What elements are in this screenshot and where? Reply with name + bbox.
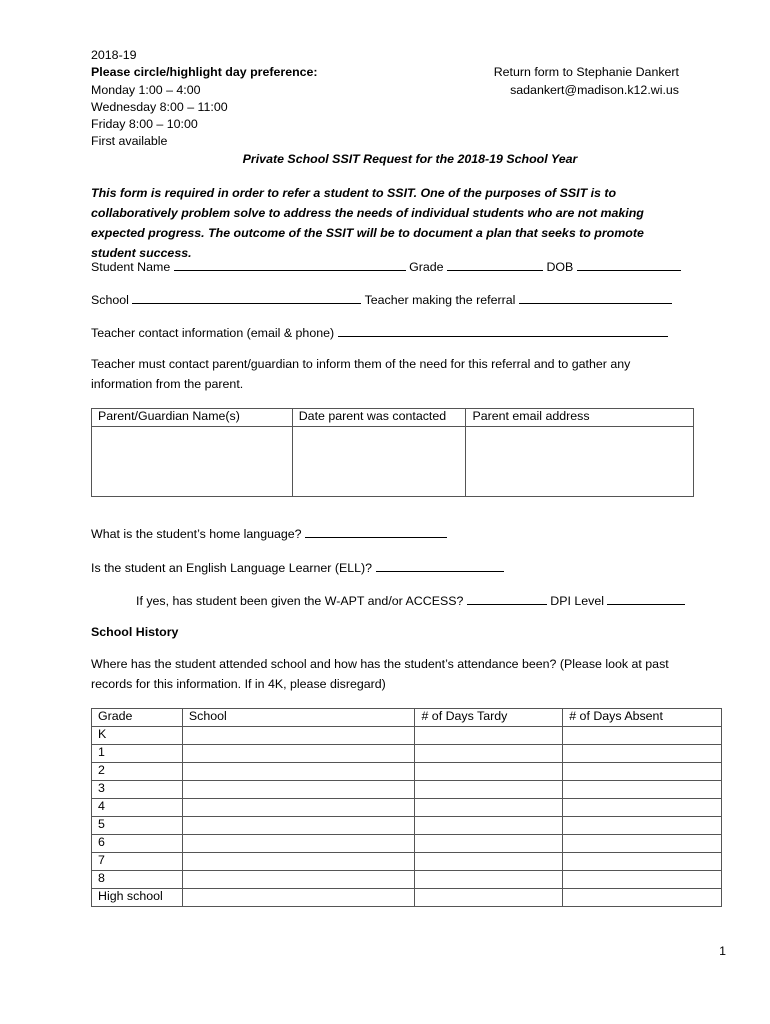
school-cell[interactable] bbox=[182, 799, 415, 817]
school-cell[interactable] bbox=[182, 853, 415, 871]
table-row bbox=[92, 745, 722, 763]
absent-cell[interactable] bbox=[563, 763, 722, 781]
school-header: School bbox=[182, 709, 415, 727]
dob-field[interactable] bbox=[577, 258, 681, 271]
table-row bbox=[92, 727, 722, 745]
absent-cell[interactable] bbox=[563, 781, 722, 799]
parent-name-cell[interactable] bbox=[92, 427, 293, 497]
parent-name-header: Parent/Guardian Name(s) bbox=[92, 409, 293, 427]
ell-row bbox=[91, 559, 504, 576]
page-number: 1 bbox=[719, 944, 726, 958]
days-absent-header: # of Days Absent bbox=[563, 709, 722, 727]
dpi-field[interactable] bbox=[607, 592, 685, 605]
parent-table-row bbox=[92, 427, 694, 497]
school-cell[interactable] bbox=[182, 889, 415, 907]
absent-cell[interactable] bbox=[563, 817, 722, 835]
tardy-cell[interactable] bbox=[415, 889, 563, 907]
tardy-cell[interactable] bbox=[415, 853, 563, 871]
home-language-field[interactable] bbox=[305, 525, 447, 538]
student-name-field[interactable] bbox=[174, 258, 406, 271]
grade-cell: 4 bbox=[92, 799, 183, 817]
wapt-label: If yes, has student been given the W-APT and/or ACCESS? bbox=[136, 594, 464, 608]
day-option-first-available[interactable]: First available bbox=[91, 134, 168, 148]
grade-cell: 8 bbox=[92, 871, 183, 889]
date-contacted-header: Date parent was contacted bbox=[292, 409, 466, 427]
teacher-contact-label: Teacher contact information (email & phone) bbox=[91, 326, 335, 340]
parent-email-header: Parent email address bbox=[466, 409, 694, 427]
table-row bbox=[92, 817, 722, 835]
absent-cell[interactable] bbox=[563, 871, 722, 889]
ell-label: Is the student an English Language Learner (ELL)? bbox=[91, 561, 373, 575]
tardy-cell[interactable] bbox=[415, 745, 563, 763]
absent-cell[interactable] bbox=[563, 889, 722, 907]
grade-label: Grade bbox=[409, 260, 444, 274]
return-to-text: Return form to Stephanie Dankert bbox=[493, 65, 679, 79]
tardy-cell[interactable] bbox=[415, 799, 563, 817]
grade-cell: 5 bbox=[92, 817, 183, 835]
parent-table bbox=[91, 408, 694, 497]
absent-cell[interactable] bbox=[563, 853, 722, 871]
tardy-cell[interactable] bbox=[415, 817, 563, 835]
school-year: 2018-19 bbox=[91, 48, 137, 62]
wapt-field[interactable] bbox=[467, 592, 547, 605]
day-option-monday[interactable]: Monday 1:00 – 4:00 bbox=[91, 83, 201, 97]
tardy-cell[interactable] bbox=[415, 871, 563, 889]
student-name-label: Student Name bbox=[91, 260, 171, 274]
grade-cell: K bbox=[92, 727, 183, 745]
school-label: School bbox=[91, 293, 129, 307]
home-language-row bbox=[91, 525, 447, 542]
grade-cell: High school bbox=[92, 889, 183, 907]
teacher-contact-row bbox=[91, 324, 668, 341]
table-row bbox=[92, 781, 722, 799]
grade-cell: 7 bbox=[92, 853, 183, 871]
day-option-friday[interactable]: Friday 8:00 – 10:00 bbox=[91, 117, 198, 131]
dob-label: DOB bbox=[546, 260, 574, 274]
teacher-contact-field[interactable] bbox=[338, 324, 668, 337]
dpi-label: DPI Level bbox=[550, 594, 605, 608]
school-cell[interactable] bbox=[182, 763, 415, 781]
intro-paragraph: This form is required in order to refer a student to SSIT. One of the purposes of SSIT is to collaboratively problem solve to address the needs of individual students who are not making expected progress. The outcome of the SSIT will be to document a plan that seeks to promote student success. bbox=[91, 186, 644, 260]
day-option-wednesday[interactable]: Wednesday 8:00 – 11:00 bbox=[91, 100, 228, 114]
school-cell[interactable] bbox=[182, 835, 415, 853]
history-table-header bbox=[92, 709, 722, 727]
school-history-heading: School History bbox=[91, 625, 179, 639]
student-row bbox=[91, 258, 681, 275]
grade-cell: 3 bbox=[92, 781, 183, 799]
table-row bbox=[92, 871, 722, 889]
days-tardy-header: # of Days Tardy bbox=[415, 709, 563, 727]
grade-cell: 2 bbox=[92, 763, 183, 781]
date-contacted-cell[interactable] bbox=[292, 427, 466, 497]
table-row bbox=[92, 799, 722, 817]
school-cell[interactable] bbox=[182, 745, 415, 763]
school-cell[interactable] bbox=[182, 727, 415, 745]
home-language-label: What is the student’s home language? bbox=[91, 527, 302, 541]
tardy-cell[interactable] bbox=[415, 835, 563, 853]
absent-cell[interactable] bbox=[563, 799, 722, 817]
school-cell[interactable] bbox=[182, 781, 415, 799]
table-row bbox=[92, 889, 722, 907]
form-title: Private School SSIT Request for the 2018-19 School Year bbox=[242, 152, 578, 166]
teacher-referral-label: Teacher making the referral bbox=[364, 293, 516, 307]
wapt-row bbox=[136, 592, 685, 609]
absent-cell[interactable] bbox=[563, 745, 722, 763]
school-field[interactable] bbox=[132, 291, 361, 304]
school-history-prompt: Where has the student attended school and how has the student’s attendance been? (Please look at past records for this information. If in 4K, please disregard) bbox=[91, 657, 669, 691]
grade-field[interactable] bbox=[447, 258, 543, 271]
grade-cell: 1 bbox=[92, 745, 183, 763]
table-row bbox=[92, 853, 722, 871]
school-cell[interactable] bbox=[182, 817, 415, 835]
return-email: sadankert@madison.k12.wi.us bbox=[510, 83, 679, 97]
school-cell[interactable] bbox=[182, 871, 415, 889]
table-row bbox=[92, 835, 722, 853]
grade-cell: 6 bbox=[92, 835, 183, 853]
school-history-table bbox=[91, 708, 722, 907]
school-row bbox=[91, 291, 672, 308]
absent-cell[interactable] bbox=[563, 727, 722, 745]
absent-cell[interactable] bbox=[563, 835, 722, 853]
parent-table-header bbox=[92, 409, 694, 427]
ell-field[interactable] bbox=[376, 559, 504, 572]
table-row bbox=[92, 763, 722, 781]
parent-contact-note: Teacher must contact parent/guardian to inform them of the need for this referral and to gather any information from the parent. bbox=[91, 357, 631, 391]
day-preference-label: Please circle/highlight day preference: bbox=[91, 65, 318, 79]
teacher-referral-field[interactable] bbox=[519, 291, 672, 304]
grade-header: Grade bbox=[92, 709, 183, 727]
tardy-cell[interactable] bbox=[415, 727, 563, 745]
parent-email-cell[interactable] bbox=[466, 427, 694, 497]
tardy-cell[interactable] bbox=[415, 763, 563, 781]
tardy-cell[interactable] bbox=[415, 781, 563, 799]
